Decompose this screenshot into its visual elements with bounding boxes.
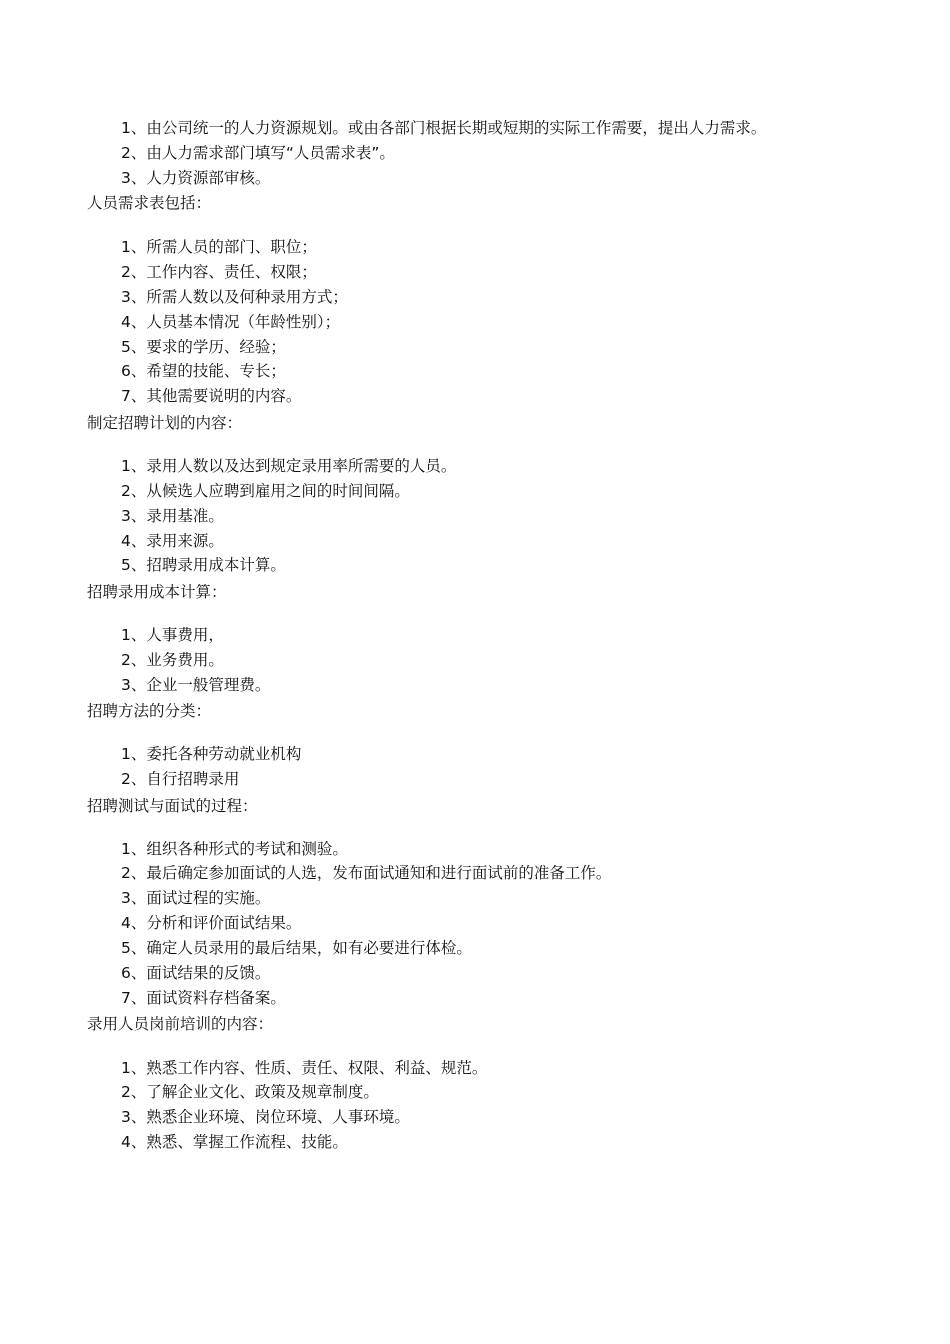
list-item: 6、面试结果的反馈。 [121, 964, 271, 982]
list-item: 2、从候选人应聘到雇用之间的时间间隔。 [121, 482, 410, 500]
list-item: 6、希望的技能、专长； [121, 362, 286, 380]
list-item: 5、招聘录用成本计算。 [121, 556, 286, 574]
list-item: 4、录用来源。 [121, 532, 224, 550]
list-item: 2、工作内容、责任、权限； [121, 263, 317, 281]
list-item: 4、人员基本情况（年龄性别）； [121, 313, 341, 331]
list-item: 2、了解企业文化、政策及规章制度。 [121, 1083, 379, 1101]
list-item: 7、面试资料存档备案。 [121, 989, 286, 1007]
list-item: 1、组织各种形式的考试和测验。 [121, 840, 348, 858]
list-item: 3、熟悉企业环境、岗位环境、人事环境。 [121, 1108, 410, 1126]
intro-item: 2、由人力需求部门填写“人员需求表”。 [121, 144, 395, 162]
list-item: 3、录用基准。 [121, 507, 224, 525]
section-heading: 招聘方法的分类： [87, 702, 212, 720]
list-item: 4、熟悉、掌握工作流程、技能。 [121, 1133, 348, 1151]
list-item: 2、最后确定参加面试的人选，发布面试通知和进行面试前的准备工作。 [121, 864, 612, 882]
list-item: 5、确定人员录用的最后结果，如有必要进行体检。 [121, 939, 472, 957]
section-heading: 制定招聘计划的内容： [87, 414, 243, 432]
list-item: 1、人事费用， [121, 626, 224, 644]
list-item: 3、企业一般管理费。 [121, 676, 271, 694]
list-item: 4、分析和评价面试结果。 [121, 914, 302, 932]
list-item: 2、自行招聘录用 [121, 770, 240, 788]
list-item: 1、熟悉工作内容、性质、责任、权限、利益、规范。 [121, 1059, 488, 1077]
list-item: 7、其他需要说明的内容。 [121, 387, 302, 405]
section-heading: 人员需求表包括： [87, 194, 212, 212]
section-heading: 招聘测试与面试的过程： [87, 797, 258, 815]
list-item: 3、所需人数以及何种录用方式； [121, 288, 348, 306]
list-item: 1、所需人员的部门、职位； [121, 238, 317, 256]
list-item: 1、委托各种劳动就业机构 [121, 745, 302, 763]
intro-item: 1、由公司统一的人力资源规划。或由各部门根据长期或短期的实际工作需要，提出人力需求。 [121, 119, 767, 137]
intro-item: 3、人力资源部审核。 [121, 169, 271, 187]
section-heading: 录用人员岗前培训的内容： [87, 1015, 274, 1033]
list-item: 5、要求的学历、经验； [121, 338, 286, 356]
list-item: 2、业务费用。 [121, 651, 224, 669]
section-heading: 招聘录用成本计算： [87, 583, 227, 601]
list-item: 3、面试过程的实施。 [121, 889, 271, 907]
list-item: 1、录用人数以及达到规定录用率所需要的人员。 [121, 457, 457, 475]
